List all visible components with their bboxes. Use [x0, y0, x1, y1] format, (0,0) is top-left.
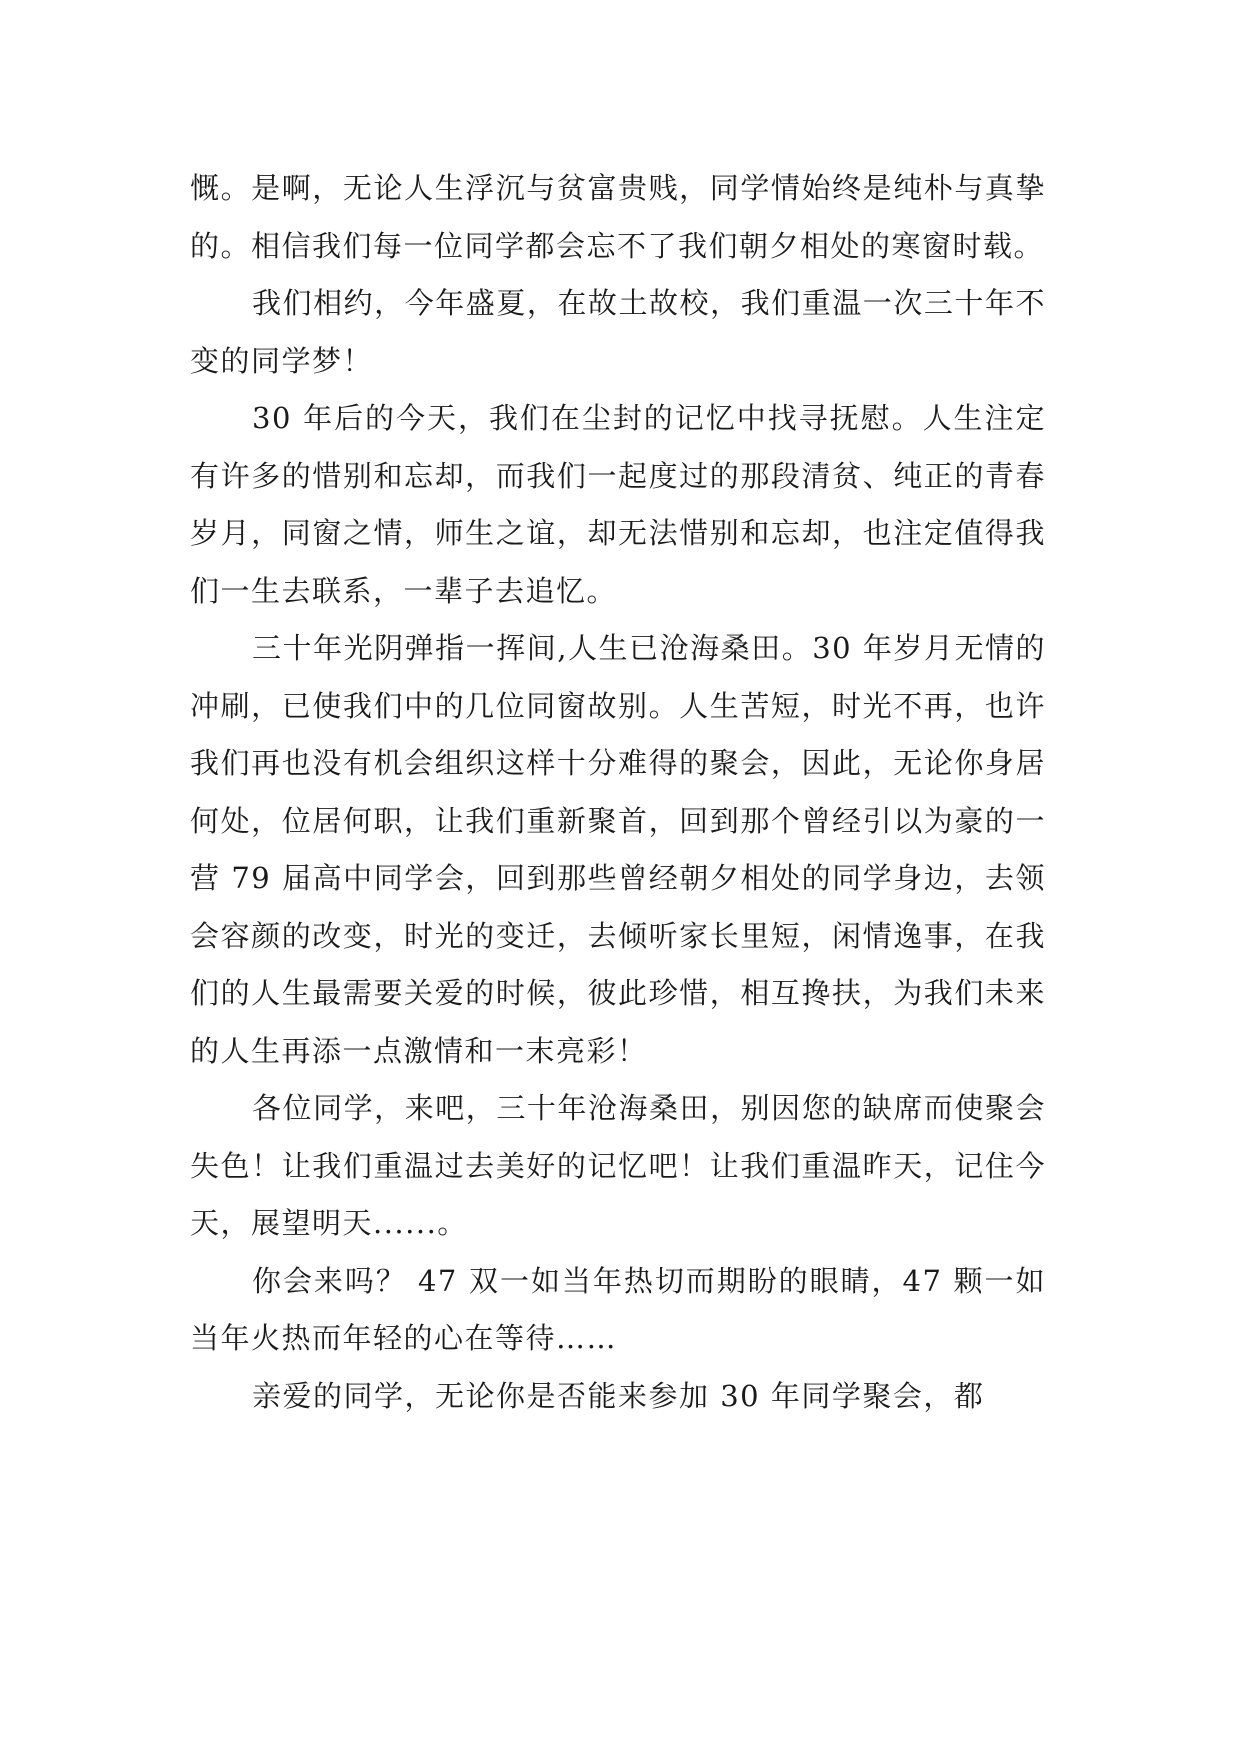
paragraph-4: 三十年光阴弹指一挥间,人生已沧海桑田。30 年岁月无情的冲刷，已使我们中的几位同窗故别。人生苦短，时光不再，也许我们再也没有机会组织这样十分难得的聚会，因此，无论你身居何处，位居何职，让我们重新聚首，回到那个曾经引以为豪的一营 79 届高中同学会，回到那些曾经朝夕相处的同学身边，去领会容颜的改变，时光的变迁，去倾听家长里短，闲情逸事，在我们的人生最需要关爱的时候，彼此珍惜，相互搀扶，为我们未来的人生再添一点激情和一末亮彩！ [190, 631, 1046, 1068]
paragraph-2: 我们相约，今年盛夏，在故土故校，我们重温一次三十年不变的同学梦！ [190, 286, 1046, 378]
paragraph-6: 你会来吗？ 47 双一如当年热切而期盼的眼睛，47 颗一如当年火热而年轻的心在等待…… [190, 1263, 1046, 1355]
paragraph-5: 各位同学，来吧，三十年沧海桑田，别因您的缺席而使聚会失色！让我们重温过去美好的记忆吧！让我们重温昨天，记住今天，展望明天......。 [190, 1091, 1046, 1240]
paragraph-3: 30 年后的今天，我们在尘封的记忆中找寻抚慰。人生注定有许多的惜别和忘却，而我们一起度过的那段清贫、纯正的青春岁月，同窗之情，师生之谊，却无法惜别和忘却，也注定值得我们一生去联系，一辈子去追忆。 [190, 401, 1046, 608]
paragraph-1: 慨。是啊，无论人生浮沉与贫富贵贱，同学情始终是纯朴与真挚的。相信我们每一位同学都会忘不了我们朝夕相处的寒窗时载。 [190, 171, 1046, 263]
paragraph-7: 亲爱的同学，无论你是否能来参加 30 年同学聚会，都 [252, 1378, 985, 1413]
document-body [190, 160, 1046, 1425]
